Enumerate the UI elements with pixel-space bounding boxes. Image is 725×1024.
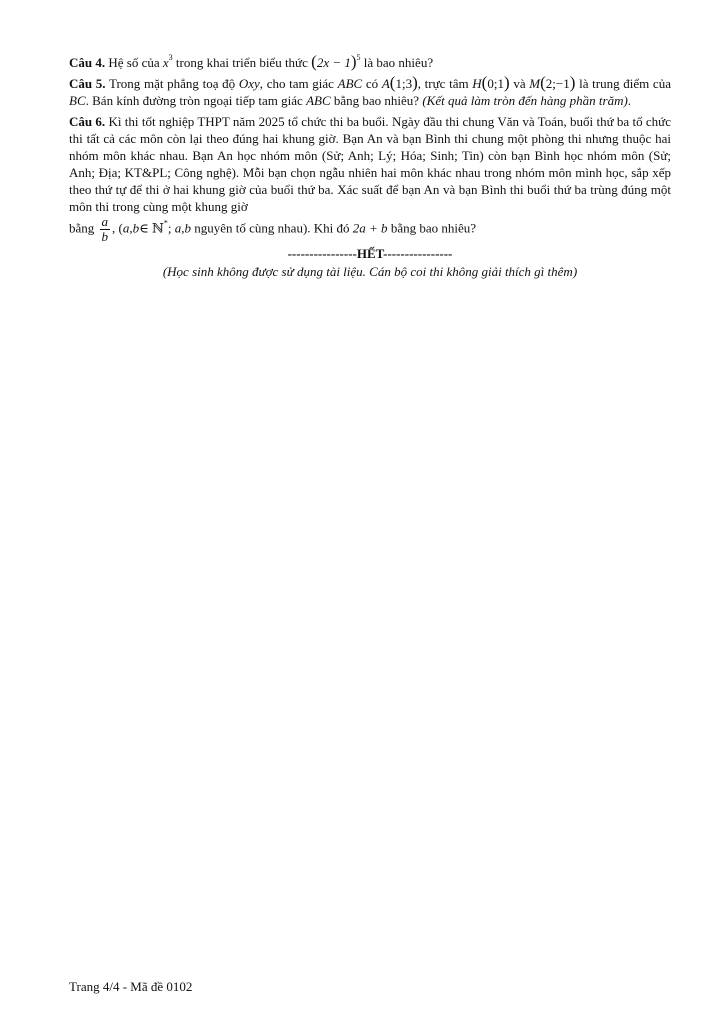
question-6-label: Câu 6.	[69, 114, 106, 129]
exam-page-content	[69, 54, 671, 280]
question-4-label: Câu 4.	[69, 55, 106, 70]
question-5: Câu 5. Trong mặt phẳng toạ độ Oxy, cho tam giác ABC có A(1;3), trực tâm H(0;1) và M(2;−1) là trung điểm của BC. Bán kính đường tròn ngoại tiếp tam giác ABC bằng bao nhiêu? (Kết quả làm tròn đến hàng phần trăm).	[69, 73, 671, 108]
exam-instruction: (Học sinh không được sử dụng tài liệu. Cán bộ coi thi không giải thích gì thêm)	[162, 264, 578, 279]
question-6-body: Kì thi tốt nghiệp THPT năm 2025 tổ chức thi ba buổi. Ngày đầu thi chung Văn và Toán, buổi thứ ba tổ chức thi tất cả các môn còn lại theo đúng hai khung giờ. Bạn An và bạn Bình thi chung một phòng thi nhưng thuộc hai nhóm môn khác nhau. Bạn An học nhóm môn (Sử; Anh; Lý; Hóa; Sinh; Tin) còn bạn Bình học nhóm môn (Sử; Anh; Địa; KT&PL; Công nghệ). Mỗi bạn chọn ngẫu nhiên hai môn khác nhau trong nhóm môn mình học, sắp xếp theo thứ tự để thi ở hai khung giờ của buổi thứ ba. Xác suất để bạn An và bạn Bình thi buổi thứ ba trùng đúng một môn thi trong cùng một khung giờ	[69, 114, 672, 214]
question-6: Câu 6. Kì thi tốt nghiệp THPT năm 2025 tổ chức thi ba buổi. Ngày đầu thi chung Văn và Toán, buổi thứ ba tổ chức thi tất cả các môn còn lại theo đúng hai khung giờ. Bạn An và bạn Bình thi chung một phòng thi nhưng thuộc hai nhóm môn khác nhau. Bạn An học nhóm môn (Sử; Anh; Lý; Hóa; Sinh; Tin) còn bạn Bình học nhóm môn (Sử; Anh; Địa; KT&PL; Công nghệ). Mỗi bạn chọn ngẫu nhiên hai môn khác nhau trong nhóm môn mình học, sắp xếp theo thứ tự để thi ở hai khung giờ của buổi thứ ba. Xác suất để bạn An và bạn Bình thi buổi thứ ba trùng đúng một môn thi trong cùng một khung giờ bằng $\frac{a}{b}$ , (a,b∈ ℕ*; a,b nguyên tố cùng nhau). Khi đó 2a + b bằng bao nhiêu?	[69, 114, 672, 244]
page-footer: Trang 4/4 - Mã đề 0102	[69, 979, 193, 994]
question-4-expression: 2x − 1	[316, 55, 351, 70]
question-4: Câu 4. Hệ số của $x^3$ trong khai triển biểu thức $(2x - 1)^5$ là bao nhiêu?	[69, 52, 434, 71]
question-5-rounding-note: (Kết quả làm tròn đến hàng phần trăm)	[422, 93, 628, 108]
question-5-label: Câu 5.	[69, 76, 106, 91]
end-marker: ----------------HẾT----------------	[287, 246, 453, 261]
fraction-a-over-b: $\frac{a}{b}$	[101, 214, 109, 244]
